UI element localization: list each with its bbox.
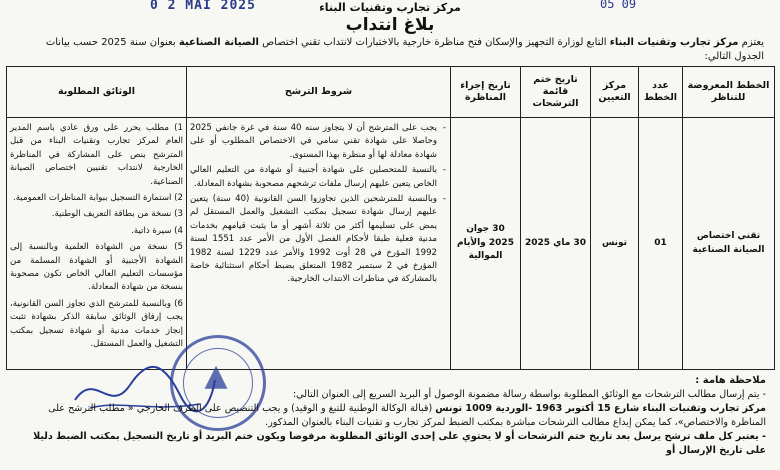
notes-address: مركز تجارب وتقنيات البناء شارع 15 أكتوبر 1963 -الوردية 1009 تونس xyxy=(435,403,766,414)
seal-emblem-icon: ▲ xyxy=(204,358,228,393)
header-documents: الوثائق المطلوبة xyxy=(7,67,187,118)
document-item: 5) نسخة من الشهادة العلمية وبالنسبة إلى الشهادة الأجنبية أو الشهادة المسلمة من مؤسسات التعليم العالي الخاص تكون مصحوبة بنسخة من شهادة المعادلة. xyxy=(10,242,183,293)
cell-exam-date: 30 جوان 2025 والأيام الموالية xyxy=(451,118,521,370)
cell-plan: تقني اختصاص الصيانة الصناعية xyxy=(683,118,775,370)
document-item: 1) مطلب يحرر على ورق عادي باسم المدير العام لمركز تجارب وتقنيات البناء من قبل المترشح ينص على المشاركة في المناظرة الخارجية لانتداب تقنيين اختصاص الصيانة الصناعية. xyxy=(10,123,183,187)
table-row xyxy=(7,118,775,370)
notes-line-3: - يعتبر كل ملف ترشح يرسل بعد تاريخ ختم الترشحات أو لا يحتوي على إحدى الوثائق المطلوبة مرفوضا ويكون ختم البريد أو تاريخ التسجيل بمكتب الضبط دليلا على تاريخ الإرسال أو xyxy=(33,431,766,456)
organization-header: مركز تجارب وتقنيات البناء xyxy=(319,1,461,14)
intro-org: مركز تجارب وتقنيات البناء xyxy=(609,37,739,48)
important-notes xyxy=(16,374,766,458)
header-count: عدد الخطط xyxy=(639,67,683,118)
cell-location: تونس xyxy=(591,118,639,370)
page-title: بلاغ انتداب xyxy=(345,15,435,35)
notes-line-1: - يتم إرسال مطالب الترشحات مع الوثائق المطلوبة بواسطة رسالة مضمونة الوصول أو البريد السريع إلى العنوان التالي: xyxy=(292,389,766,400)
cell-documents xyxy=(7,118,187,370)
notes-address-rest: (قبالة الوكالة الوطنية للتبغ و الوقيد) و يجب التنصيص على الظرف الخارجي « مطلب الترشح على المناظرة والاختصاص»، كما يمكن إيداع مطالب الترشحات مباشرة بمكتب الضبط لمركز تجارب و تقنيات البناء بالعنوان المذكور. xyxy=(48,403,766,428)
intro-suffix: بعنوان سنة 2025 حسب بيانات الجدول التالي: xyxy=(45,37,764,62)
intro-prefix: يعتزم xyxy=(738,37,764,48)
header-location: مركز التعيين xyxy=(591,67,639,118)
date-stamp: 0 2 MAI 2025 xyxy=(150,0,256,13)
conditions-list xyxy=(190,122,447,287)
header-exam-date: تاريخ إجراء المناظرة xyxy=(451,67,521,118)
document-item: 6) وبالنسبة للمترشح الذي تجاوز السن القانونية، يجب إرفاق الوثائق سابقة الذكر بشهادة تثبت إنجاز خدمات مدنية أو شهادة تسجيل بمكتب التشغيل والعمل المستقل. xyxy=(10,298,183,350)
condition-item: - وبالنسبة للمترشحين الذين تجاوزوا السن القانونية (40 سنة) يتعين عليهم إرسال شهادة تسجيل بمكتب التشغيل والعمل المستقل لم يمض على تسليمها أكثر من ثلاثة أشهر أو ما يثبت قيامهم بخدمات مدنية فعلية طبقا لأحكام الفصل الأول من الأمر عدد 1551 لسنة 1992 المؤرخ في 28 أوت 1992 والأمر عدد 1229 لسنة 1982 المؤرخ في 2 سبتمبر 1982 المتعلق بضبط أحكام استثنائية خاصة بالمشاركة في مناظرات الانتداب الخارجية. xyxy=(190,193,437,287)
intro-paragraph xyxy=(24,36,764,64)
notes-line-2 xyxy=(16,402,766,430)
document-item: 3) نسخة من بطاقة التعريف الوطنية. xyxy=(51,209,183,220)
intro-specialty: الصيانة الصناعية xyxy=(178,37,259,48)
document-item: 4) سيرة ذاتية. xyxy=(131,225,183,236)
condition-item: - يجب على المترشح أن لا يتجاوز سنه 40 سنة في غرة جانفي 2025 وحاصلا على شهادة تقني سامي في الاختصاص المطلوب أو على شهادة معادلة لها أو منظرة بهذا المستوى. xyxy=(190,122,437,162)
header-plan: الخطط المعروضة للتناظر xyxy=(683,67,775,118)
header-deadline: تاريخ ختم قائمة الترشحات xyxy=(521,67,591,118)
positions-table xyxy=(6,66,775,370)
cell-deadline: 30 ماي 2025 xyxy=(521,118,591,370)
documents-list xyxy=(10,122,183,352)
reference-stamp: 05 09 xyxy=(600,0,637,11)
cell-count: 01 xyxy=(639,118,683,370)
header-conditions: شروط الترشح xyxy=(187,67,451,118)
notes-title: ملاحظة هامة : xyxy=(695,375,766,386)
condition-item: - بالنسبة للمتحصلين على شهادة أجنبية أو شهادة من التعليم العالي الخاص يتعين عليهم إرسال ملفات ترشحهم مصحوبة بشهادة المعادلة. xyxy=(190,164,437,191)
table-header-row xyxy=(7,67,775,118)
intro-middle: التابع لوزارة التجهيز والإسكان فتح مناظرة خارجية بالاختبارات لانتداب تقني اختصاص xyxy=(258,37,610,48)
document-item: 2) استمارة التسجيل ببوابة المناظرات العمومية. xyxy=(13,193,183,204)
cell-conditions xyxy=(187,118,451,370)
